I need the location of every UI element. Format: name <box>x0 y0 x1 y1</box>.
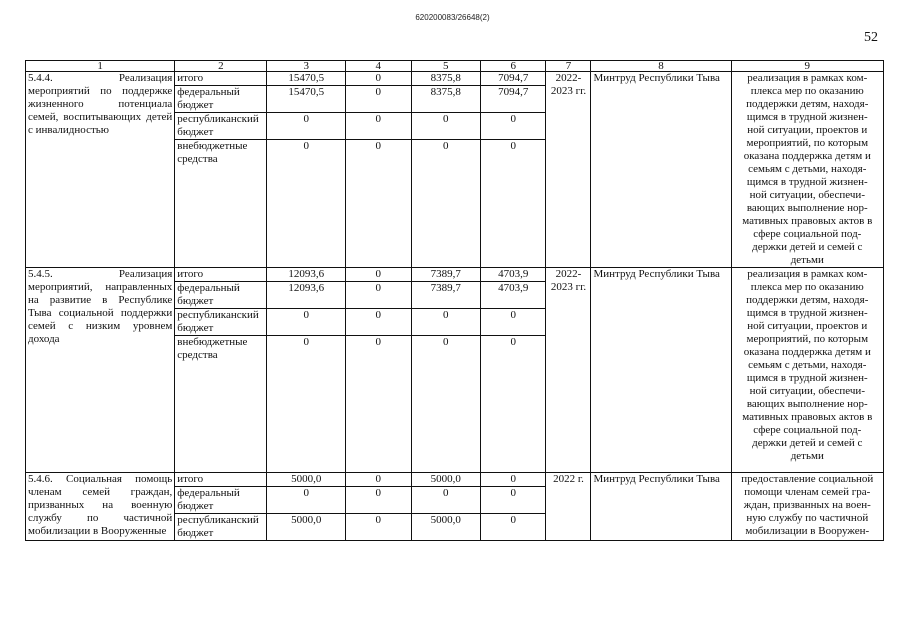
expected-result <box>731 268 883 473</box>
col-header: 2 <box>175 61 267 72</box>
funding-source: республиканский бюджет <box>175 514 267 541</box>
funding-source: федеральный бюджет <box>175 86 267 113</box>
amount-c6: 0 <box>481 140 546 268</box>
amount-c5: 0 <box>411 487 481 514</box>
col-header: 1 <box>26 61 175 72</box>
result-line: семьям с детьми, находя- <box>748 163 867 175</box>
amount-c6: 4703,9 <box>481 268 546 282</box>
result-line: ную службу по частичной <box>746 512 869 524</box>
amount-c4: 0 <box>346 473 411 487</box>
result-line: держки детей и семей с <box>752 437 863 449</box>
result-line: детьми <box>790 450 824 462</box>
amount-c4: 0 <box>346 140 411 268</box>
amount-c6: 0 <box>481 309 546 336</box>
measure-name: 5.4.6. Социальная помощь членам семей граждан, призванных на военную службу по частичной мобилизации в Вооруженные <box>26 473 175 541</box>
funding-source: итого <box>175 268 267 282</box>
result-line: ной ситуации, обеспечи- <box>749 385 865 397</box>
amount-c3: 0 <box>267 487 346 514</box>
amount-c5: 7389,7 <box>411 282 481 309</box>
col-header: 9 <box>731 61 883 72</box>
expected-result <box>731 72 883 268</box>
result-line: щимся в трудной жизнен- <box>746 307 868 319</box>
result-line: щимся в трудной жизнен- <box>746 111 868 123</box>
result-line: ждан, призванных на воен- <box>743 499 871 511</box>
period: 2022 г. <box>546 473 591 541</box>
amount-c4: 0 <box>346 72 411 86</box>
amount-c5: 5000,0 <box>411 473 481 487</box>
result-line: держки детей и семей с <box>752 241 863 253</box>
result-line: вающих выполнение нор- <box>746 202 868 214</box>
amount-c3: 0 <box>267 336 346 473</box>
funding-source: итого <box>175 72 267 86</box>
result-line: сфере социальной под- <box>753 228 862 240</box>
result-line: мативных правовых актов в <box>742 411 873 423</box>
result-line: мероприятий, по которым <box>746 333 869 345</box>
funding-source: федеральный бюджет <box>175 487 267 514</box>
amount-c6: 0 <box>481 487 546 514</box>
result-line: предоставление социальной <box>741 473 874 485</box>
result-line: семьям с детьми, находя- <box>748 359 867 371</box>
program-table <box>25 60 884 541</box>
document-id: 620200083/26648(2) <box>415 13 490 22</box>
amount-c4: 0 <box>346 309 411 336</box>
amount-c5: 0 <box>411 309 481 336</box>
amount-c3: 5000,0 <box>267 473 346 487</box>
amount-c5: 0 <box>411 140 481 268</box>
measure-name: 5.4.5. Реализация мероприятий, направленных на развитие в Республике Тыва социальной поддержки семей с низким уровнем дохода <box>26 268 175 473</box>
amount-c3: 12093,6 <box>267 282 346 309</box>
amount-c6: 7094,7 <box>481 86 546 113</box>
amount-c4: 0 <box>346 268 411 282</box>
result-line: мероприятий, по которым <box>746 137 869 149</box>
amount-c4: 0 <box>346 113 411 140</box>
executor: Минтруд Республики Тыва <box>591 473 731 541</box>
amount-c3: 5000,0 <box>267 514 346 541</box>
result-line: щимся в трудной жизнен- <box>746 176 868 188</box>
expected-result <box>731 473 883 541</box>
result-line: оказана поддержка детям и <box>743 346 871 358</box>
result-line: поддержки детям, находя- <box>746 294 869 306</box>
result-line: ной ситуации, проектов и <box>747 320 868 332</box>
amount-c3: 15470,5 <box>267 86 346 113</box>
measure-name: 5.4.4. Реализация мероприятий по поддержке жизненного потенциала семей, воспитывающих детей с инвалидностью <box>26 72 175 268</box>
amount-c6: 4703,9 <box>481 282 546 309</box>
amount-c5: 5000,0 <box>411 514 481 541</box>
amount-c3: 12093,6 <box>267 268 346 282</box>
amount-c6: 0 <box>481 473 546 487</box>
result-line: вающих выполнение нор- <box>746 398 868 410</box>
amount-c3: 0 <box>267 113 346 140</box>
amount-c6: 0 <box>481 113 546 140</box>
period: 2022-2023 гг. <box>546 72 591 268</box>
amount-c6: 0 <box>481 514 546 541</box>
result-line: мобилизации в Вооружен- <box>745 525 870 537</box>
amount-c4: 0 <box>346 514 411 541</box>
col-header: 6 <box>481 61 546 72</box>
amount-c5: 0 <box>411 336 481 473</box>
result-line: плекса мер по оказанию <box>750 85 864 97</box>
result-line: мативных правовых актов в <box>742 215 873 227</box>
amount-c6: 7094,7 <box>481 72 546 86</box>
amount-c4: 0 <box>346 487 411 514</box>
col-header: 5 <box>411 61 481 72</box>
funding-source: федеральный бюджет <box>175 282 267 309</box>
amount-c4: 0 <box>346 86 411 113</box>
page-number: 52 <box>864 30 878 45</box>
col-header: 4 <box>346 61 411 72</box>
amount-c4: 0 <box>346 282 411 309</box>
result-line: оказана поддержка детям и <box>743 150 871 162</box>
result-line: реализация в рамках ком- <box>747 268 868 280</box>
amount-c5: 8375,8 <box>411 72 481 86</box>
amount-c6: 0 <box>481 336 546 473</box>
result-line: детьми <box>790 254 824 266</box>
amount-c3: 0 <box>267 309 346 336</box>
amount-c5: 8375,8 <box>411 86 481 113</box>
col-header: 3 <box>267 61 346 72</box>
col-header: 8 <box>591 61 731 72</box>
result-line: помощи членам семей гра- <box>744 486 871 498</box>
funding-source: внебюджетные средства <box>175 336 267 473</box>
funding-source: республиканский бюджет <box>175 309 267 336</box>
column-number-row <box>26 61 884 72</box>
funding-source: итого <box>175 473 267 487</box>
table-row <box>26 268 884 282</box>
result-line: плекса мер по оказанию <box>750 281 864 293</box>
amount-c4: 0 <box>346 336 411 473</box>
result-line: сфере социальной под- <box>753 424 862 436</box>
result-line: реализация в рамках ком- <box>747 72 868 84</box>
period: 2022-2023 гг. <box>546 268 591 473</box>
executor: Минтруд Республики Тыва <box>591 268 731 473</box>
table-row <box>26 473 884 487</box>
funding-source: республиканский бюджет <box>175 113 267 140</box>
col-header: 7 <box>546 61 591 72</box>
amount-c3: 15470,5 <box>267 72 346 86</box>
amount-c5: 0 <box>411 113 481 140</box>
result-line: ной ситуации, проектов и <box>747 124 868 136</box>
amount-c3: 0 <box>267 140 346 268</box>
result-line: щимся в трудной жизнен- <box>746 372 868 384</box>
executor: Минтруд Республики Тыва <box>591 72 731 268</box>
result-line: ной ситуации, обеспечи- <box>749 189 865 201</box>
funding-source: внебюджетные средства <box>175 140 267 268</box>
amount-c5: 7389,7 <box>411 268 481 282</box>
result-line: поддержки детям, находя- <box>746 98 869 110</box>
table-row <box>26 72 884 86</box>
